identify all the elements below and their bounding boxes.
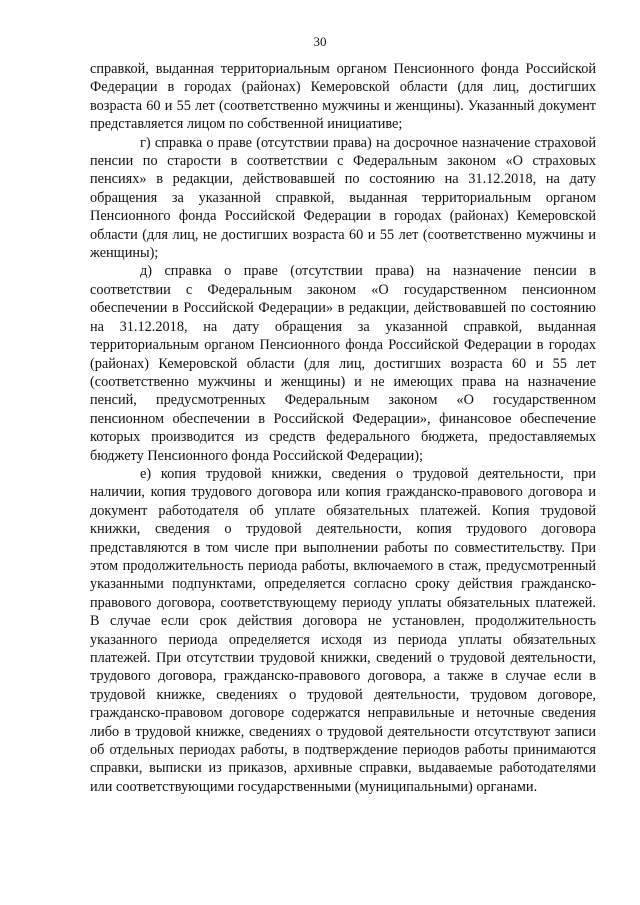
paragraph-item-e: е) копия трудовой книжки, сведения о трудовой деятельности, при наличии, копия трудового договора или копия гражданско-правового договора и документ работодателя об уплате обязательных платежей. Копия трудовой книжки, сведения о трудовой деятельности, копия трудового договора представляются в том числе при выполнении работы по совместительству. При этом продолжительность периода работы, включаемого в стаж, предусмотренный указанными подпунктами, определяется согласно сроку действия гражданско-правового договора, соответствующему периоду уплаты обязательных платежей. В случае если срок действия договора не установлен, продолжительность указанного периода определяется исходя из периода уплаты обязательных платежей. При отсутствии трудовой книжки, сведений о трудовой деятельности, трудового договора, гражданско-правового договора, а также в случае если в трудовой книжке, сведениях о трудовой деятельности, трудовом договоре, гражданско-правовом договоре содержатся неправильные и неточные сведения либо в трудовой книжке, сведениях о трудовой деятельности отсутствуют записи об отдельных периодах работы, в подтверждение периодов работы принимаются справки, выписки из приказов, архивные справки, выдаваемые работодателями или соответствующими государственными (муниципальными) органами. [90, 465, 596, 795]
document-body [90, 60, 596, 796]
paragraph-continuation: справкой, выданная территориальным органом Пенсионного фонда Российской Федерации в городах (районах) Кемеровской области (для лиц, достигших возраста 60 и 55 лет (соответственно мужчины и женщины). Указанный документ представляется лицом по собственной инициативе; [90, 61, 596, 133]
paragraph-item-d: д) справка о праве (отсутствии права) на назначение пенсии в соответствии с Федеральным законом «О государственном пенсионном обеспечении в Российской Федерации» в редакции, действовавшей по состоянию на 31.12.2018, на дату обращения за указанной справкой, выданная территориальным органом Пенсионного фонда Российской Федерации в городах (районах) Кемеровской области (для лиц, достигших возраста 60 и 55 лет (соответственно мужчины и женщины) и не имеющих права на назначение пенсий, предусмотренных Федеральным законом «О государственном пенсионном обеспечении в Российской Федерации», финансовое обеспечение которых производится из средств федерального бюджета, предоставляемых бюджету Пенсионного фонда Российской Федерации); [90, 263, 596, 464]
paragraph-item-g: г) справка о праве (отсутствии права) на досрочное назначение страховой пенсии по старости в соответствии с Федеральным законом «О страховых пенсиях» в редакции, действовавшей по состоянию на 31.12.2018, на дату обращения за указанной справкой, выданная территориальным органом Пенсионного фонда Российской Федерации в городах (районах) Кемеровской области (для лиц, не достигших возраста 60 и 55 лет (соответственно мужчины и женщины); [90, 134, 596, 262]
page-number: 30 [313, 34, 327, 49]
